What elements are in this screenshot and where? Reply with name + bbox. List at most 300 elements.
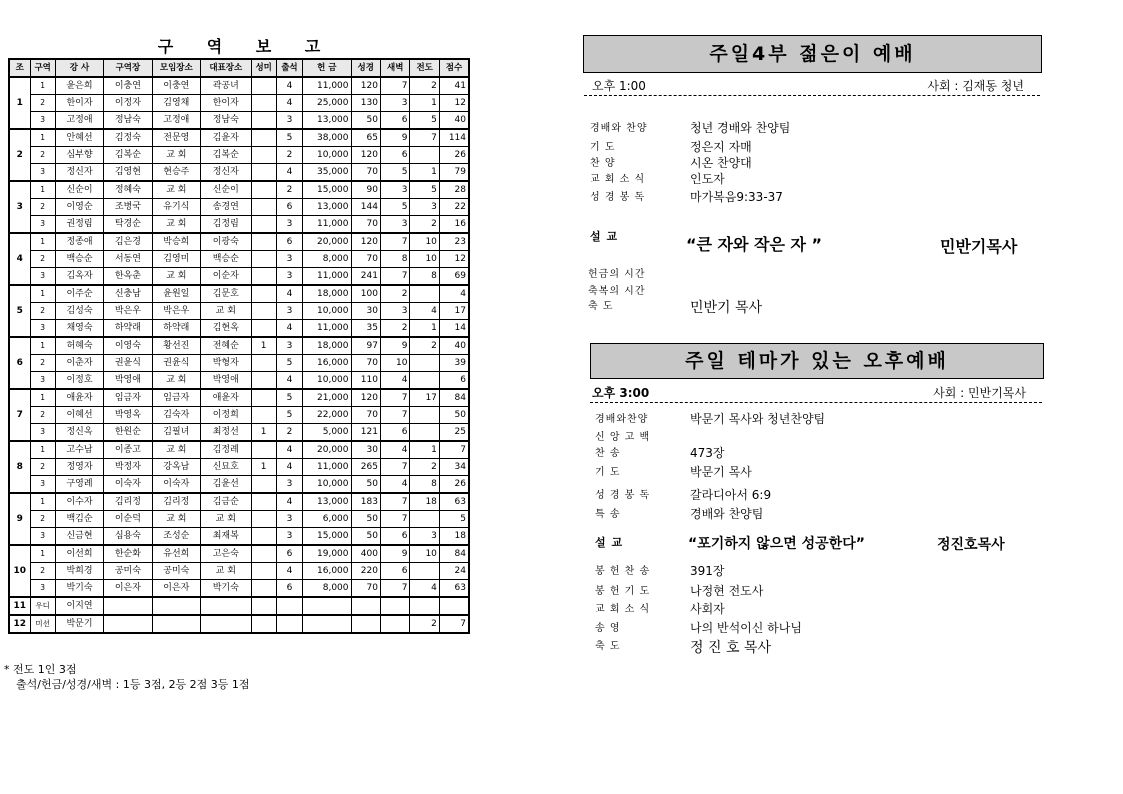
table-cell: 144: [351, 199, 380, 216]
table-cell: 120: [351, 389, 380, 407]
table-cell: 교 회: [152, 511, 200, 528]
program-item: [595, 619, 995, 637]
table-cell: 정혜숙: [104, 181, 152, 199]
table-cell: 120: [351, 77, 380, 95]
table-cell: 3: [380, 303, 409, 320]
program-item-label: 교 회 소 식: [595, 604, 651, 615]
table-cell: 박영옥: [104, 407, 152, 424]
table-row: [9, 164, 469, 182]
table-cell: 9: [380, 545, 409, 563]
table-cell: 100: [351, 285, 380, 303]
table-cell: [251, 164, 276, 182]
table-cell: 3: [276, 112, 302, 130]
table-cell: 12: [9, 615, 30, 633]
table-cell: 39: [439, 355, 469, 372]
table-cell: 교 회: [152, 216, 200, 234]
table-cell: 6: [380, 528, 409, 546]
table-cell: 6: [276, 199, 302, 216]
table-cell: 20,000: [303, 233, 351, 251]
table-cell: 40: [439, 337, 469, 355]
program-item-label: 교 회 소 식: [590, 174, 646, 185]
table-cell: 50: [351, 528, 380, 546]
table-cell: 1: [30, 233, 55, 251]
table-cell: 8,000: [303, 251, 351, 268]
program-item-value: 나의 반석이신 하나님: [690, 621, 802, 635]
table-cell: 50: [439, 407, 469, 424]
program-item-label: 기 도: [595, 467, 621, 478]
table-cell: [251, 407, 276, 424]
table-cell: [104, 615, 152, 633]
table-cell: 이종고: [104, 441, 152, 459]
table-cell: 2: [30, 459, 55, 476]
table-cell: 박기숙: [201, 580, 252, 598]
table-cell: 241: [351, 268, 380, 286]
table-cell: [251, 268, 276, 286]
table-cell: [410, 372, 439, 390]
table-cell: 38,000: [303, 129, 351, 147]
table-cell: 12: [439, 251, 469, 268]
table-cell: 2: [30, 251, 55, 268]
table-cell: 이정자: [104, 95, 152, 112]
table-cell: 400: [351, 545, 380, 563]
table-cell: 교 회: [201, 511, 252, 528]
table-row: [9, 528, 469, 546]
table-cell: 5: [410, 112, 439, 130]
table-cell: 5: [380, 164, 409, 182]
service1-title: 주일4부 젊은이 예배: [583, 35, 1042, 73]
table-cell: 3: [30, 216, 55, 234]
table-cell: 이정희: [201, 407, 252, 424]
table-cell: 3: [30, 580, 55, 598]
table-cell: 2: [30, 407, 55, 424]
table-cell: 하약래: [152, 320, 200, 338]
table-cell: 1: [30, 545, 55, 563]
table-row: [9, 95, 469, 112]
table-cell: 3: [276, 268, 302, 286]
footnote-scoring: 출석/헌금/성경/새벽 : 1등 3점, 2등 2점 3등 1점: [16, 678, 250, 691]
program-item-label: 경배와 찬양: [590, 123, 648, 134]
service2-time: 오후 3:00: [592, 386, 650, 400]
table-cell: 강옥남: [152, 459, 200, 476]
table-cell: [410, 424, 439, 442]
group-number: 7: [9, 389, 30, 441]
program-item-label: 헌금의 시간: [588, 269, 646, 280]
table-cell: [276, 597, 302, 615]
program-item-label: 찬 양: [590, 158, 616, 169]
table-cell: 2: [276, 147, 302, 164]
table-row: [9, 545, 469, 563]
table-cell: 김리정: [104, 493, 152, 511]
table-cell: 김성숙: [55, 303, 103, 320]
table-cell: 2: [276, 181, 302, 199]
table-cell: 김리정: [152, 493, 200, 511]
table-cell: 3: [30, 320, 55, 338]
table-cell: 황선진: [152, 337, 200, 355]
program-item-label: 기 도: [590, 142, 616, 153]
table-cell: 17: [410, 389, 439, 407]
table-row: [9, 476, 469, 494]
table-cell: 신충남: [104, 285, 152, 303]
table-cell: [410, 147, 439, 164]
table-row: [9, 181, 469, 199]
table-cell: 김복순: [201, 147, 252, 164]
table-cell: [410, 285, 439, 303]
table-cell: 이은자: [104, 580, 152, 598]
table-cell: 183: [351, 493, 380, 511]
table-cell: 김현옥: [201, 320, 252, 338]
table-cell: 18,000: [303, 337, 351, 355]
table-cell: 5: [380, 199, 409, 216]
table-cell: 3: [30, 372, 55, 390]
table-cell: [251, 597, 276, 615]
table-cell: 2: [30, 147, 55, 164]
table-cell: 전혜순: [201, 337, 252, 355]
table-cell: [251, 372, 276, 390]
service1-host: 사회 : 김재동 청년: [927, 79, 1024, 93]
table-cell: 11,000: [303, 320, 351, 338]
table-cell: 2: [30, 199, 55, 216]
report-table: [8, 58, 470, 634]
table-cell: 2: [380, 285, 409, 303]
table-cell: 97: [351, 337, 380, 355]
table-cell: 7: [380, 233, 409, 251]
table-cell: 이순자: [201, 268, 252, 286]
program-item: [595, 582, 995, 600]
table-cell: 5: [276, 355, 302, 372]
table-cell: 권윤식: [104, 355, 152, 372]
table-cell: 220: [351, 563, 380, 580]
table-cell: 2: [380, 320, 409, 338]
table-cell: 70: [351, 355, 380, 372]
program-item-value: 나정현 전도사: [690, 584, 764, 598]
table-cell: [251, 320, 276, 338]
program-item-label: 봉 헌 기 도: [595, 586, 651, 597]
table-cell: 고정애: [55, 112, 103, 130]
table-cell: 50: [351, 511, 380, 528]
table-cell: 12: [439, 95, 469, 112]
table-cell: [251, 129, 276, 147]
table-cell: 김숙자: [152, 407, 200, 424]
report-col-header: 점수: [439, 59, 469, 77]
table-cell: 한이자: [201, 95, 252, 112]
program-item-value: 인도자: [690, 172, 725, 186]
table-cell: [251, 112, 276, 130]
table-cell: 6: [276, 545, 302, 563]
table-cell: 10,000: [303, 372, 351, 390]
table-cell: [251, 216, 276, 234]
table-cell: 1: [30, 337, 55, 355]
program-item-value: 시온 찬양대: [690, 156, 752, 170]
table-cell: 박은우: [104, 303, 152, 320]
table-cell: 6: [380, 112, 409, 130]
table-cell: 3: [30, 528, 55, 546]
table-cell: 10: [410, 545, 439, 563]
table-cell: 윤원일: [152, 285, 200, 303]
table-cell: [251, 580, 276, 598]
table-cell: 2: [410, 615, 439, 633]
table-cell: 권정림: [55, 216, 103, 234]
program-item: [588, 297, 988, 315]
group-number: 9: [9, 493, 30, 545]
table-cell: 13,000: [303, 493, 351, 511]
table-cell: 120: [351, 233, 380, 251]
table-cell: 63: [439, 493, 469, 511]
table-cell: 임금자: [104, 389, 152, 407]
table-cell: 미션: [30, 615, 55, 633]
table-cell: 6,000: [303, 511, 351, 528]
table-cell: 15,000: [303, 528, 351, 546]
table-cell: 35: [351, 320, 380, 338]
table-cell: 3: [276, 511, 302, 528]
table-cell: 이지연: [55, 597, 103, 615]
table-cell: 1: [30, 389, 55, 407]
group-number: 4: [9, 233, 30, 285]
table-cell: 35,000: [303, 164, 351, 182]
table-cell: 15,000: [303, 181, 351, 199]
table-cell: 1: [30, 441, 55, 459]
table-cell: 1: [410, 95, 439, 112]
table-cell: 박승희: [152, 233, 200, 251]
table-cell: 4: [380, 441, 409, 459]
table-cell: 265: [351, 459, 380, 476]
table-row: [9, 337, 469, 355]
table-cell: 13,000: [303, 199, 351, 216]
table-cell: 박정자: [104, 459, 152, 476]
program-item: [590, 170, 990, 188]
table-cell: 현승주: [152, 164, 200, 182]
table-cell: 10,000: [303, 476, 351, 494]
table-cell: 3: [30, 112, 55, 130]
table-cell: 2: [410, 216, 439, 234]
report-col-header: 대표장소: [201, 59, 252, 77]
table-row: [9, 233, 469, 251]
service2-host: 사회 : 민반기목사: [933, 386, 1026, 400]
program-item-label: 축복의 시간: [588, 286, 646, 297]
table-cell: 최정선: [201, 424, 252, 442]
table-cell: 1: [30, 285, 55, 303]
table-cell: 6: [380, 563, 409, 580]
table-cell: 박기숙: [55, 580, 103, 598]
table-cell: 안혜선: [55, 129, 103, 147]
table-row: [9, 372, 469, 390]
table-cell: [251, 563, 276, 580]
table-cell: [380, 615, 409, 633]
table-row: [9, 615, 469, 633]
table-cell: 84: [439, 545, 469, 563]
table-cell: 84: [439, 389, 469, 407]
table-cell: 70: [351, 407, 380, 424]
table-cell: 1: [30, 129, 55, 147]
table-cell: 130: [351, 95, 380, 112]
table-cell: 3: [276, 216, 302, 234]
table-cell: 1: [410, 164, 439, 182]
table-cell: [410, 511, 439, 528]
table-cell: 8: [380, 251, 409, 268]
program-item-value: 경배와 찬양팀: [690, 507, 764, 521]
table-cell: 22: [439, 199, 469, 216]
table-cell: 임금자: [152, 389, 200, 407]
table-cell: [251, 303, 276, 320]
table-row: [9, 597, 469, 615]
table-row: [9, 320, 469, 338]
table-cell: 24: [439, 563, 469, 580]
table-cell: 정영자: [55, 459, 103, 476]
table-cell: 2: [276, 424, 302, 442]
table-cell: 70: [351, 216, 380, 234]
table-cell: 김정례: [201, 441, 252, 459]
table-cell: 유선희: [152, 545, 200, 563]
table-row: [9, 563, 469, 580]
program-item: [590, 119, 990, 137]
table-cell: 박형자: [201, 355, 252, 372]
table-cell: 4: [439, 285, 469, 303]
table-cell: 3: [276, 251, 302, 268]
table-cell: 3: [30, 476, 55, 494]
table-cell: 7: [410, 129, 439, 147]
program-item-value: 민반기 목사: [690, 300, 763, 316]
table-cell: 1: [30, 493, 55, 511]
table-cell: 공미숙: [104, 563, 152, 580]
table-cell: 121: [351, 424, 380, 442]
table-cell: 송경연: [201, 199, 252, 216]
program-item-label: 축 도: [595, 641, 621, 652]
table-cell: [380, 597, 409, 615]
table-row: [9, 129, 469, 147]
table-cell: 114: [439, 129, 469, 147]
table-cell: 65: [351, 129, 380, 147]
table-cell: 9: [380, 337, 409, 355]
table-cell: 백김순: [55, 511, 103, 528]
table-cell: [410, 355, 439, 372]
table-cell: 2: [30, 355, 55, 372]
table-cell: 김영미: [152, 251, 200, 268]
table-cell: 박영애: [104, 372, 152, 390]
table-cell: 26: [439, 476, 469, 494]
report-col-header: 헌 금: [303, 59, 351, 77]
table-cell: 1: [30, 77, 55, 95]
table-cell: 4: [380, 476, 409, 494]
table-cell: 6: [276, 580, 302, 598]
table-cell: 10,000: [303, 303, 351, 320]
table-cell: 이은자: [152, 580, 200, 598]
group-number: 1: [9, 77, 30, 129]
table-cell: 19,000: [303, 545, 351, 563]
table-cell: 이정호: [55, 372, 103, 390]
table-cell: [251, 251, 276, 268]
table-cell: 50: [351, 476, 380, 494]
table-cell: 63: [439, 580, 469, 598]
table-cell: 김정숙: [104, 129, 152, 147]
program-item-value: 사회자: [690, 602, 725, 616]
program-item: [595, 410, 995, 428]
table-cell: 김은경: [104, 233, 152, 251]
table-cell: 11: [9, 597, 30, 615]
service1-info: [584, 77, 1040, 96]
table-cell: 고정애: [152, 112, 200, 130]
table-row: [9, 355, 469, 372]
table-cell: 2: [410, 459, 439, 476]
table-cell: 채영숙: [55, 320, 103, 338]
table-cell: 구영례: [55, 476, 103, 494]
district-report: [8, 36, 470, 634]
group-number: 8: [9, 441, 30, 493]
group-number: 3: [9, 181, 30, 233]
table-cell: 2: [30, 563, 55, 580]
table-cell: [201, 597, 252, 615]
table-row: [9, 303, 469, 320]
program-item-value: 마가복음9:33-37: [690, 190, 783, 204]
report-footnote: [4, 662, 250, 692]
table-cell: 조성순: [152, 528, 200, 546]
table-cell: 23: [439, 233, 469, 251]
table-cell: 교 회: [152, 441, 200, 459]
table-cell: 이영숙: [104, 337, 152, 355]
table-cell: 7: [380, 493, 409, 511]
table-cell: 최재복: [201, 528, 252, 546]
table-cell: 69: [439, 268, 469, 286]
service2-preacher: 정진호목사: [937, 537, 1005, 553]
report-col-header: 전도: [410, 59, 439, 77]
table-cell: [251, 77, 276, 95]
program-item-value: 정 진 호 목사: [690, 640, 771, 656]
table-cell: [351, 615, 380, 633]
program-item-value: 473장: [690, 446, 725, 460]
service2-title: 주일 테마가 있는 오후예배: [590, 343, 1044, 379]
table-cell: [251, 441, 276, 459]
table-cell: 4: [276, 441, 302, 459]
service1-time: 오후 1:00: [592, 79, 646, 93]
report-col-header: 구역: [30, 59, 55, 77]
table-cell: [351, 597, 380, 615]
table-cell: 8: [410, 476, 439, 494]
table-cell: 25,000: [303, 95, 351, 112]
table-row: [9, 112, 469, 130]
table-cell: 신순이: [55, 181, 103, 199]
report-title: 구 역 보 고: [157, 37, 335, 56]
table-cell: 신묘호: [201, 459, 252, 476]
table-cell: 7: [380, 511, 409, 528]
table-cell: 곽공녀: [201, 77, 252, 95]
program-item: [595, 444, 995, 462]
table-cell: 7: [439, 441, 469, 459]
table-cell: 정신옥: [55, 424, 103, 442]
table-cell: [439, 597, 469, 615]
table-cell: 30: [351, 303, 380, 320]
table-row: [9, 285, 469, 303]
program-item-label: 송 영: [595, 623, 621, 634]
table-cell: 14: [439, 320, 469, 338]
table-cell: 이순덕: [104, 511, 152, 528]
table-cell: [251, 389, 276, 407]
table-cell: 3: [276, 337, 302, 355]
table-cell: 10: [380, 355, 409, 372]
table-cell: 이선희: [55, 545, 103, 563]
table-cell: 4: [380, 372, 409, 390]
table-cell: 70: [351, 580, 380, 598]
report-col-header: 새벽: [380, 59, 409, 77]
table-cell: 하약래: [104, 320, 152, 338]
program-item-label: 신 앙 고 백: [595, 432, 651, 443]
table-cell: [410, 597, 439, 615]
table-cell: [251, 511, 276, 528]
table-cell: 교 회: [152, 147, 200, 164]
table-cell: 9: [380, 129, 409, 147]
table-cell: 한원순: [104, 424, 152, 442]
program-item-value: 박문기 목사와 청년찬양팀: [690, 412, 826, 426]
table-cell: 김윤자: [201, 129, 252, 147]
table-cell: 5: [439, 511, 469, 528]
table-row: [9, 389, 469, 407]
